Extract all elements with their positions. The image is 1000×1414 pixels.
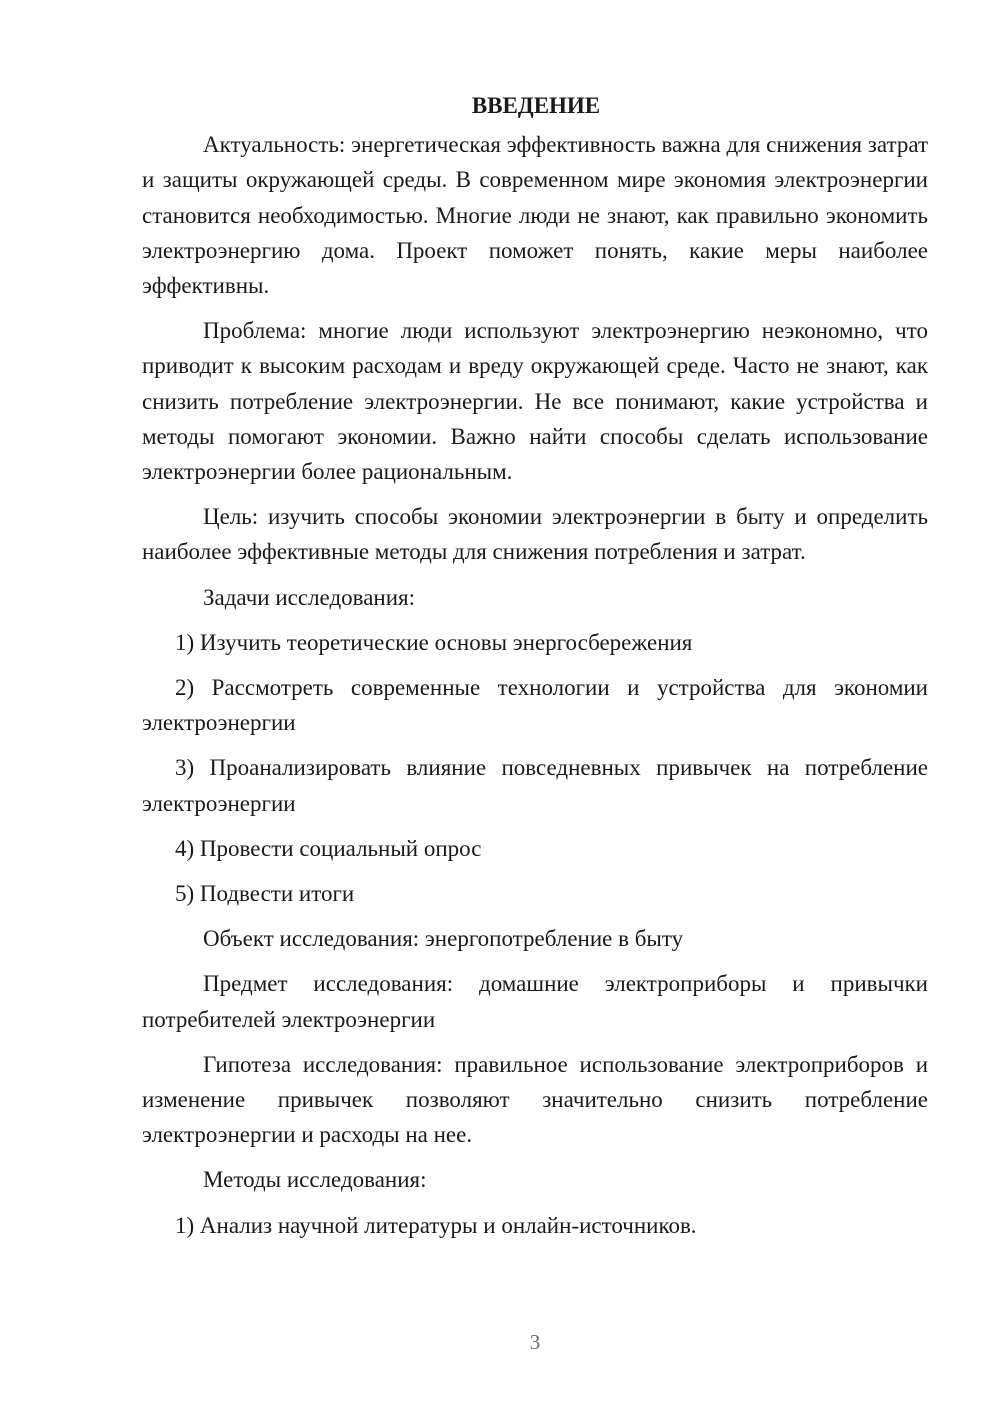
paragraph-object: Объект исследования: энергопотребление в быту — [203, 926, 684, 952]
task-item-2: 2) Рассмотреть современные технологии и устройства для экономии электроэнергии — [142, 675, 928, 736]
page-number: 3 — [529, 1330, 541, 1354]
tasks-title: Задачи исследования: — [203, 584, 416, 610]
method-item-1: 1) Анализ научной литературы и онлайн-источников. — [175, 1212, 697, 1238]
paragraph-subject: Предмет исследования: домашние электроприборы и привычки потребителей электроэнергии — [142, 971, 928, 1032]
paragraph-problem: Проблема: многие люди используют электроэнергию неэкономно, что приводит к высоким расходам и вреду окружающей среде. Часто не знают, как снизить потребление электроэнергии. Не все понимают, какие устройства и методы помогают экономии. Важно найти способы сделать использование электроэнергии более рациональным. — [142, 318, 928, 485]
document-page — [142, 88, 928, 1253]
paragraph-relevance: Актуальность: энергетическая эффективность важна для снижения затрат и защиты окружающей среды. В современном мире экономия электроэнергии становится необходимостью. Многие люди не знают, как правильно экономить электроэнергию дома. Проект поможет понять, какие меры наиболее эффективны. — [142, 132, 928, 299]
task-item-5: 5) Подвести итоги — [175, 881, 355, 907]
paragraph-hypothesis: Гипотеза исследования: правильное использование электроприборов и изменение привычек позволяют значительно снизить потребление электроэнергии и расходы на нее. — [142, 1051, 928, 1148]
task-item-3: 3) Проанализировать влияние повседневных привычек на потребление электроэнергии — [142, 755, 928, 816]
section-heading: ВВЕДЕНИЕ — [471, 93, 601, 118]
task-item-4: 4) Провести социальный опрос — [175, 835, 482, 861]
task-item-1: 1) Изучить теоретические основы энергосбережения — [175, 629, 693, 655]
paragraph-goal: Цель: изучить способы экономии электроэнергии в быту и определить наиболее эффективные методы для снижения потребления и затрат. — [142, 504, 928, 565]
methods-title: Методы исследования: — [203, 1167, 427, 1193]
